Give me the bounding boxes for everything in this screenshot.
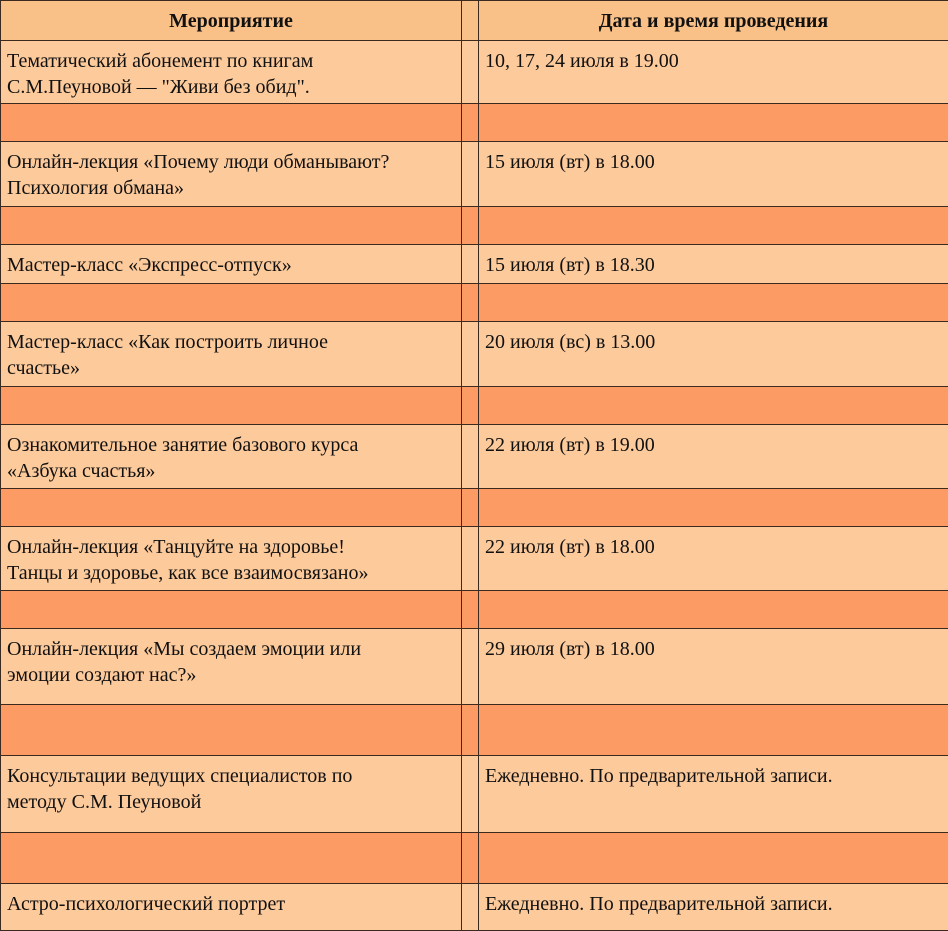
- event-cell: [1, 322, 462, 387]
- event-cell: [1, 425, 462, 489]
- event-line: С.М.Пеуновой — "Живи без обид".: [7, 76, 310, 98]
- table-row: [1, 425, 948, 489]
- gap-cell: [462, 245, 479, 284]
- spacer-row: [1, 591, 948, 629]
- gap-cell: [462, 142, 479, 207]
- table-row: [1, 245, 948, 284]
- table-row: [1, 527, 948, 591]
- spacer-row: [1, 489, 948, 527]
- table-row: [1, 41, 948, 104]
- date-cell: Ежедневно. По предварительной записи.: [479, 884, 948, 931]
- date-cell: 20 июля (вс) в 13.00: [479, 322, 948, 387]
- event-line: Танцы и здоровье, как все взаимосвязано»: [7, 562, 369, 584]
- spacer-row: [1, 284, 948, 322]
- date-cell: 15 июля (вт) в 18.30: [479, 245, 948, 284]
- spacer-row: [1, 705, 948, 756]
- gap-cell: [462, 41, 479, 104]
- spacer-row: [1, 387, 948, 425]
- date-cell: Ежедневно. По предварительной записи.: [479, 756, 948, 833]
- date-cell: 22 июля (вт) в 18.00: [479, 527, 948, 591]
- event-line: эмоции создают нас?»: [7, 664, 197, 686]
- event-line: Тематический абонемент по книгам: [7, 50, 314, 72]
- header-date: Дата и время проведения: [479, 1, 948, 41]
- event-line: методу С.М. Пеуновой: [7, 791, 202, 813]
- event-line: Психология обмана»: [7, 177, 185, 199]
- date-cell: 29 июля (вт) в 18.00: [479, 629, 948, 705]
- gap-cell: [462, 527, 479, 591]
- event-cell: [1, 756, 462, 833]
- table-row: [1, 142, 948, 207]
- event-line: «Азбука счастья»: [7, 460, 156, 482]
- event-line: Онлайн-лекция «Почему люди обманывают?: [7, 151, 390, 173]
- event-line: Онлайн-лекция «Мы создаем эмоции или: [7, 638, 362, 660]
- event-cell: [1, 629, 462, 705]
- date-cell: 10, 17, 24 июля в 19.00: [479, 41, 948, 104]
- event-line: Онлайн-лекция «Танцуйте на здоровье!: [7, 536, 345, 558]
- table-row: [1, 884, 948, 931]
- spacer-row: [1, 207, 948, 245]
- table-row: [1, 629, 948, 705]
- spacer-row: [1, 104, 948, 142]
- event-line: Мастер-класс «Как построить личное: [7, 331, 329, 353]
- header-row: [1, 1, 948, 41]
- table-row: [1, 322, 948, 387]
- date-cell: 15 июля (вт) в 18.00: [479, 142, 948, 207]
- spacer-row: [1, 833, 948, 884]
- event-line: Ознакомительное занятие базового курса: [7, 434, 359, 456]
- gap-cell: [462, 322, 479, 387]
- event-line: Консультации ведущих специалистов по: [7, 765, 353, 787]
- gap-cell: [462, 425, 479, 489]
- date-cell: 22 июля (вт) в 19.00: [479, 425, 948, 489]
- gap-cell: [462, 629, 479, 705]
- header-gap: [462, 1, 479, 41]
- header-event: Мероприятие: [1, 1, 462, 41]
- event-cell: [1, 884, 462, 931]
- event-line: Астро-психологический портрет: [7, 893, 286, 915]
- table-row: [1, 756, 948, 833]
- event-cell: [1, 245, 462, 284]
- gap-cell: [462, 756, 479, 833]
- event-line: счастье»: [7, 357, 81, 379]
- event-cell: [1, 142, 462, 207]
- event-line: Мастер-класс «Экспресс-отпуск»: [7, 254, 292, 276]
- event-cell: [1, 527, 462, 591]
- event-cell: [1, 41, 462, 104]
- gap-cell: [462, 884, 479, 931]
